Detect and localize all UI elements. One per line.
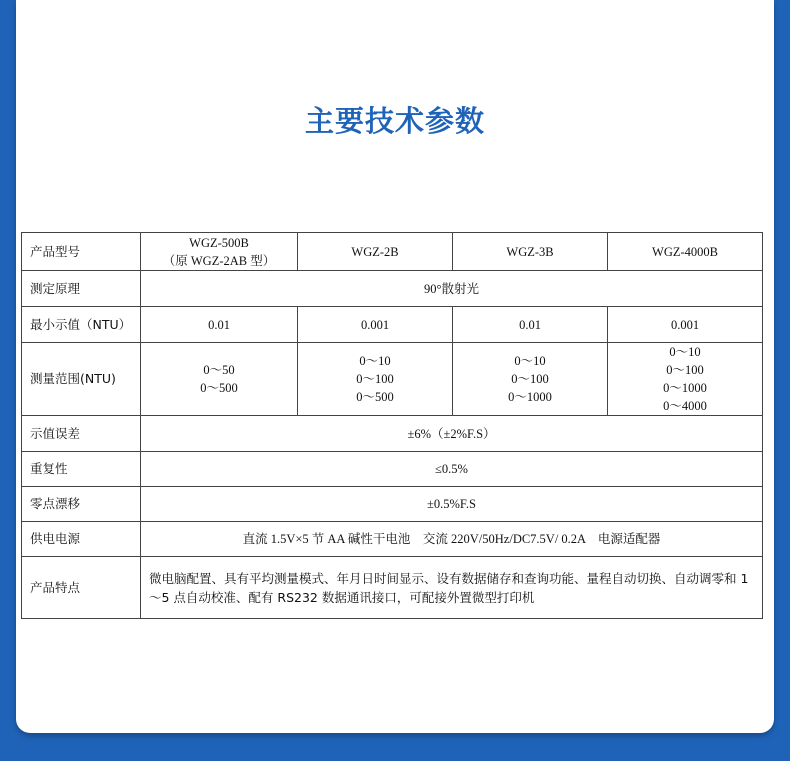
error-value: ±6%（±2%F.S） xyxy=(141,416,763,452)
range-line: 0～10 xyxy=(514,354,546,368)
min-value: 0.01 xyxy=(453,307,608,343)
min-value: 0.001 xyxy=(298,307,453,343)
features-label: 产品特点 xyxy=(22,557,141,619)
principle-value: 90°散射光 xyxy=(141,271,763,307)
range-line: 0～500 xyxy=(200,381,238,395)
row-repeatability xyxy=(22,452,763,487)
min-value: 0.001 xyxy=(608,307,763,343)
range-line: 0～1000 xyxy=(663,381,707,395)
model-cell: WGZ-3B xyxy=(453,233,608,271)
row-range xyxy=(22,343,763,416)
drift-label: 零点漂移 xyxy=(22,487,141,522)
range-label: 测量范围(NTU) xyxy=(22,343,141,416)
range-line: 0～10 xyxy=(359,354,391,368)
row-min-reading xyxy=(22,307,763,343)
row-features xyxy=(22,557,763,619)
error-label: 示值误差 xyxy=(22,416,141,452)
model-cell: WGZ-4000B xyxy=(608,233,763,271)
model-alias: （原 WGZ-2AB 型） xyxy=(162,253,276,268)
range-cell xyxy=(298,343,453,416)
range-line: 0～500 xyxy=(356,390,394,404)
row-principle xyxy=(22,271,763,307)
drift-value: ±0.5%F.S xyxy=(141,487,763,522)
features-value: 微电脑配置、具有平均测量模式、年月日时间显示、设有数据储存和查询功能、量程自动切换、自动调零和 1～5 点自动校准、配有 RS232 数据通讯接口，可配接外置微型打印机 xyxy=(141,557,763,619)
range-line: 0～100 xyxy=(511,372,549,386)
range-line: 0～1000 xyxy=(508,390,552,404)
range-cell xyxy=(453,343,608,416)
range-line: 0～50 xyxy=(203,363,235,377)
repeat-label: 重复性 xyxy=(22,452,141,487)
range-line: 0～4000 xyxy=(663,399,707,413)
page-title: 主要技术参数 xyxy=(304,104,485,138)
principle-label: 测定原理 xyxy=(22,271,141,307)
model-cell: WGZ-2B xyxy=(298,233,453,271)
min-value: 0.01 xyxy=(141,307,298,343)
model-label: 产品型号 xyxy=(22,233,141,271)
range-line: 0～100 xyxy=(356,372,394,386)
model-cell xyxy=(141,233,298,271)
model-name: WGZ-500B xyxy=(189,235,249,250)
row-power xyxy=(22,522,763,557)
row-error xyxy=(22,416,763,452)
min-label: 最小示值（NTU） xyxy=(22,307,141,343)
power-value: 直流 1.5V×5 节 AA 碱性干电池 交流 220V/50Hz/DC7.5V/ 0.2A 电源适配器 xyxy=(141,522,763,557)
row-drift xyxy=(22,487,763,522)
repeat-value: ≤0.5% xyxy=(141,452,763,487)
range-cell xyxy=(608,343,763,416)
range-line: 0～10 xyxy=(669,345,701,359)
power-label: 供电电源 xyxy=(22,522,141,557)
row-model xyxy=(22,233,763,271)
range-cell xyxy=(141,343,298,416)
spec-table xyxy=(21,232,763,619)
range-line: 0～100 xyxy=(666,363,704,377)
